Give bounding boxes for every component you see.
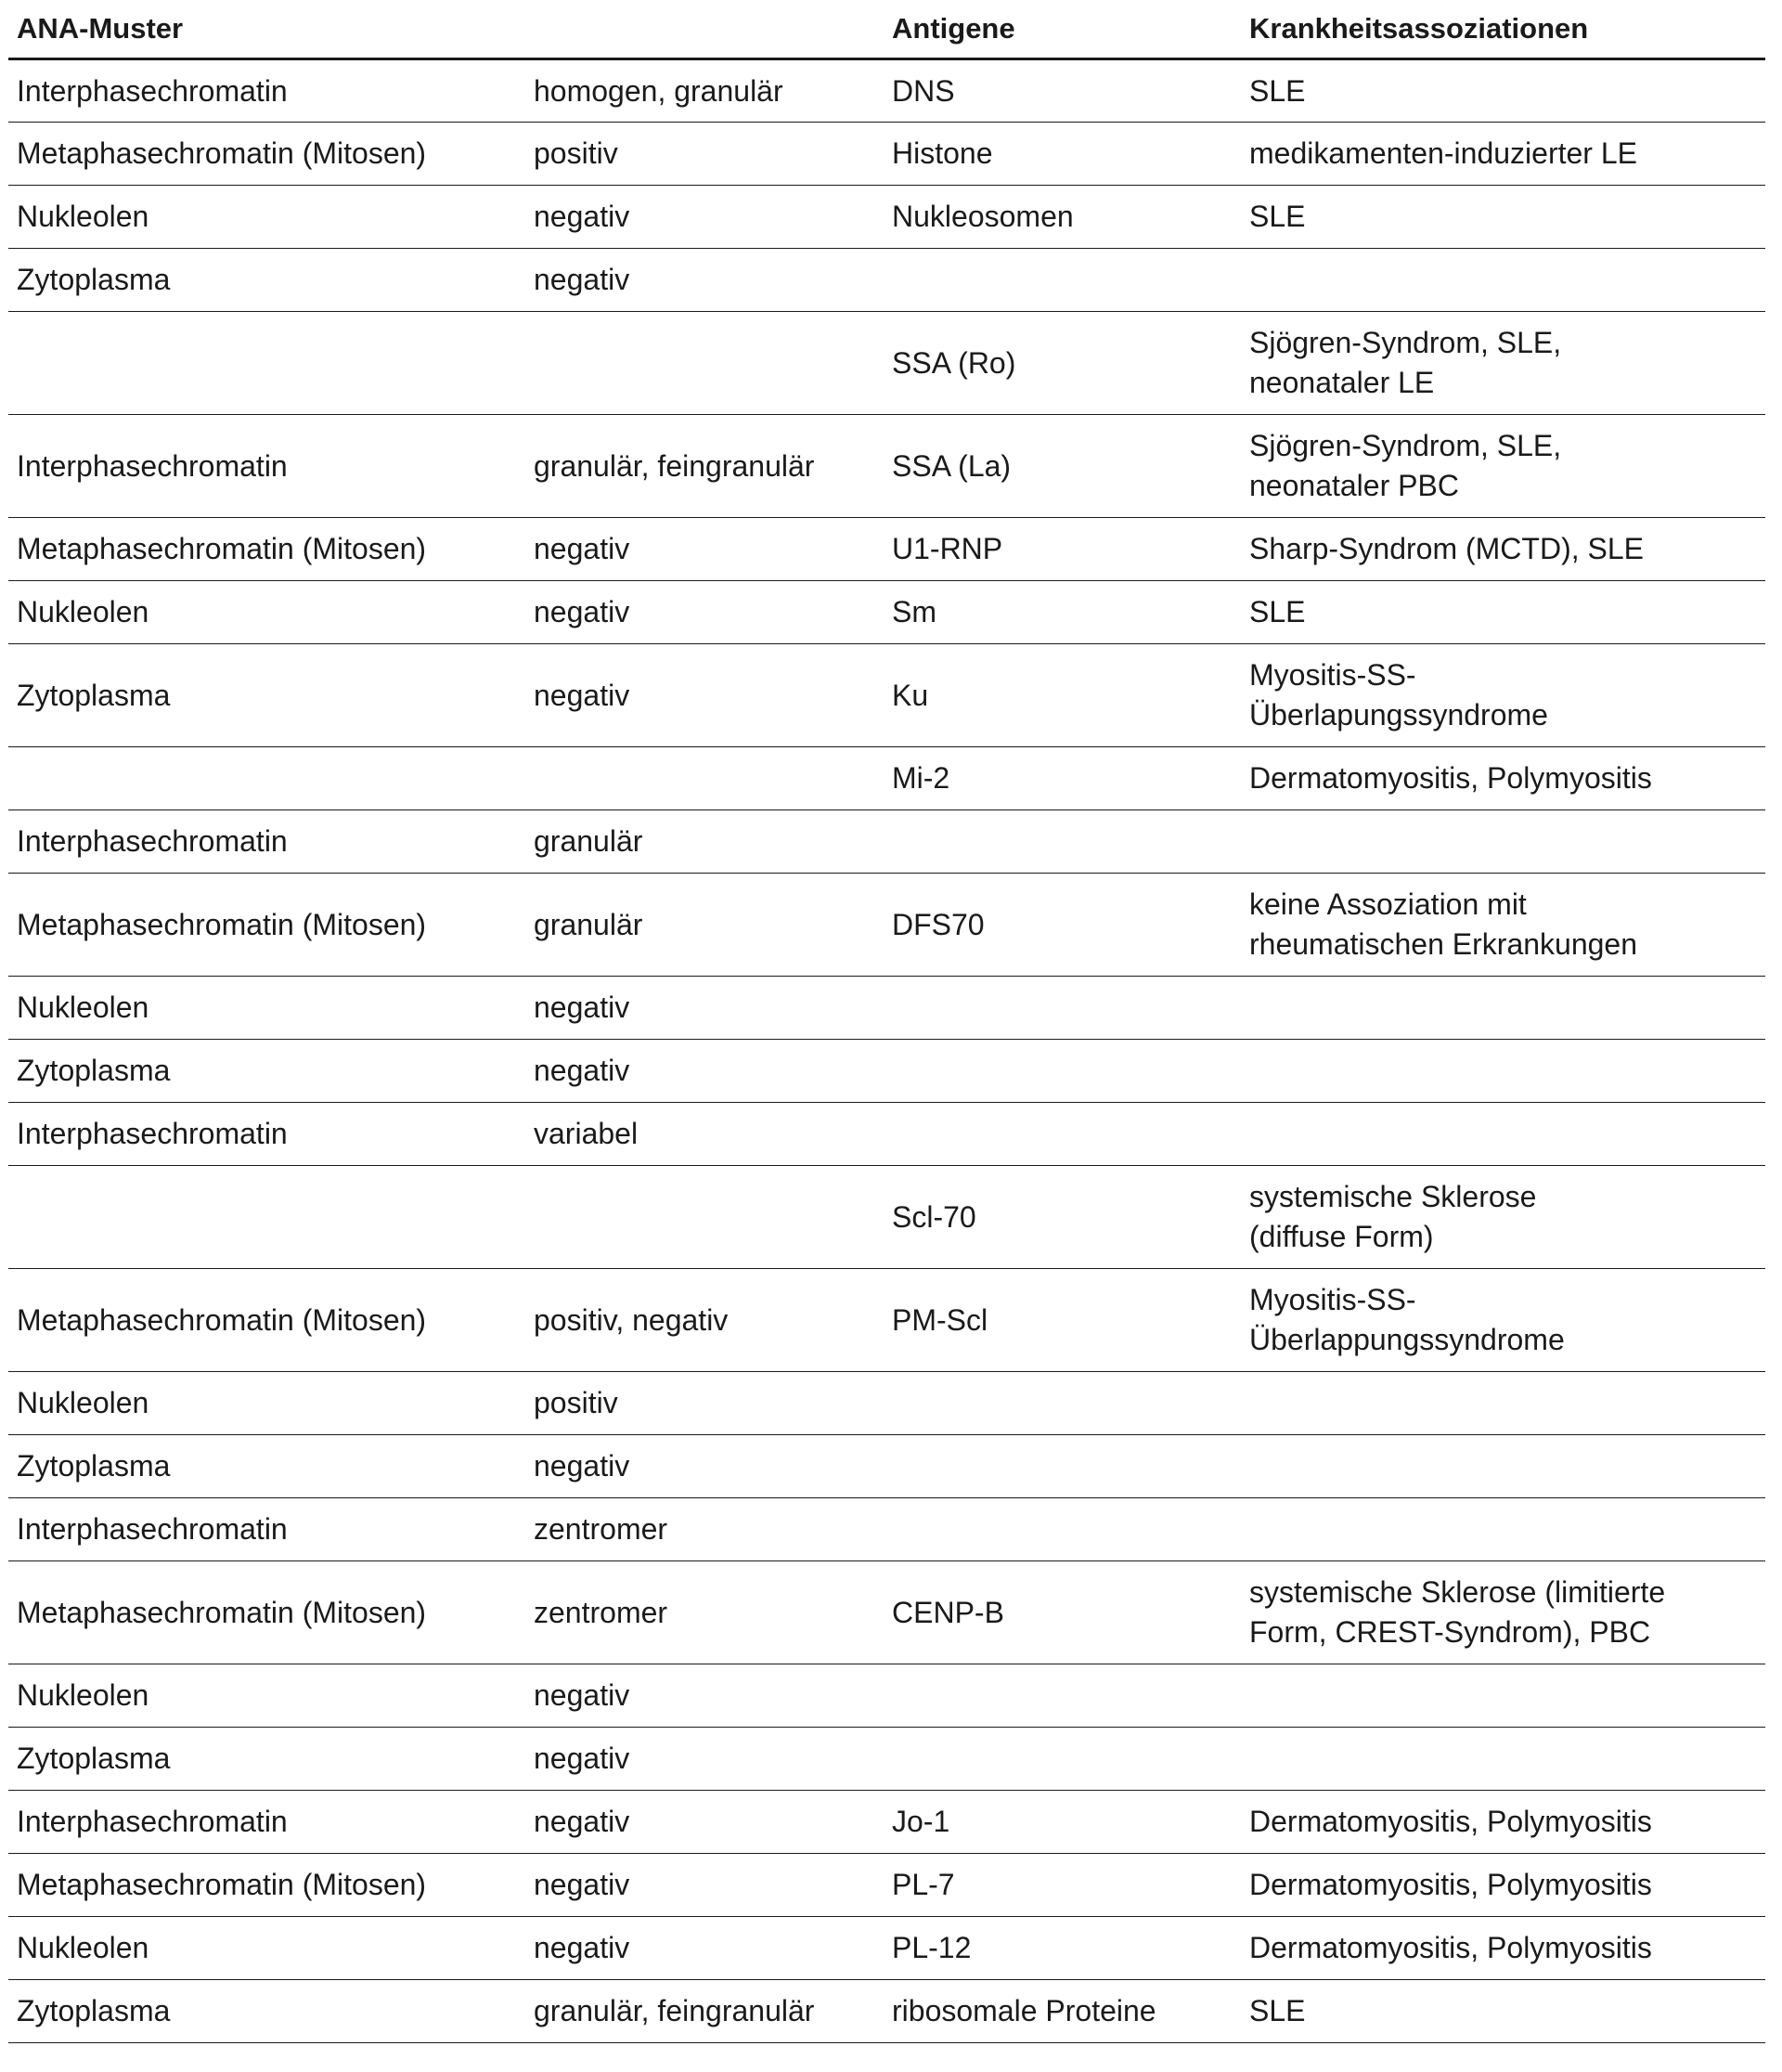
cell-region: Metaphasechromatin (Mitosen): [8, 518, 525, 581]
cell-assoc: [1241, 1728, 1765, 1791]
cell-antigen: [884, 1435, 1241, 1498]
table-row: [8, 59, 1765, 123]
cell-pattern: granulär, feingranulär: [525, 1980, 884, 2043]
cell-assoc: [1241, 1791, 1765, 1854]
table-row: [8, 1664, 1765, 1728]
cell-antigen: PM-Scl: [884, 1269, 1241, 1372]
cell-pattern: [525, 747, 884, 810]
cell-region: Zytoplasma: [8, 644, 525, 747]
cell-antigen: DFS70: [884, 874, 1241, 977]
table-row: [8, 1040, 1765, 1103]
table-row: [8, 874, 1765, 977]
cell-antigen: [884, 810, 1241, 874]
cell-antigen: [884, 1040, 1241, 1103]
table-row: [8, 1561, 1765, 1664]
assoc-line: Myositis-SS-: [1249, 658, 1416, 692]
cell-antigen: [884, 1728, 1241, 1791]
cell-antigen: [884, 1103, 1241, 1166]
cell-region: Zytoplasma: [8, 1980, 525, 2043]
assoc-line: Dermatomyositis, Polymyositis: [1249, 1868, 1652, 1901]
cell-region: [8, 312, 525, 415]
table-header: [8, 0, 1765, 59]
assoc-line: Myositis-SS-: [1249, 1283, 1416, 1316]
cell-assoc: [1241, 644, 1765, 747]
cell-pattern: granulär, feingranulär: [525, 415, 884, 518]
cell-assoc: [1241, 1917, 1765, 1980]
table-row: [8, 644, 1765, 747]
table-row: [8, 312, 1765, 415]
cell-antigen: ribosomale Proteine: [884, 1980, 1241, 2043]
cell-assoc: [1241, 747, 1765, 810]
cell-pattern: positiv: [525, 123, 884, 186]
cell-antigen: [884, 1372, 1241, 1435]
cell-pattern: negativ: [525, 1854, 884, 1917]
cell-assoc: [1241, 1040, 1765, 1103]
assoc-line: neonataler LE: [1249, 366, 1435, 399]
table-row: [8, 1980, 1765, 2043]
cell-pattern: negativ: [525, 644, 884, 747]
table-row: [8, 977, 1765, 1040]
assoc-line: keine Assoziation mit: [1249, 887, 1527, 921]
table-row: [8, 415, 1765, 518]
cell-region: Interphasechromatin: [8, 810, 525, 874]
cell-pattern: negativ: [525, 186, 884, 249]
cell-region: Nukleolen: [8, 977, 525, 1040]
cell-region: Zytoplasma: [8, 1728, 525, 1791]
cell-antigen: PL-12: [884, 1917, 1241, 1980]
assoc-line: SLE: [1249, 200, 1306, 233]
cell-pattern: negativ: [525, 1917, 884, 1980]
header-pattern: [525, 0, 884, 59]
cell-assoc: [1241, 123, 1765, 186]
assoc-line: medikamenten-induzierter LE: [1249, 136, 1637, 170]
cell-region: Nukleolen: [8, 581, 525, 644]
assoc-line: Sharp-Syndrom (MCTD), SLE: [1249, 532, 1644, 565]
header-antigene: Antigene: [884, 0, 1241, 59]
cell-antigen: DNS: [884, 59, 1241, 123]
cell-pattern: negativ: [525, 1728, 884, 1791]
cell-antigen: Histone: [884, 123, 1241, 186]
cell-region: Nukleolen: [8, 186, 525, 249]
table-row: [8, 810, 1765, 874]
cell-assoc: [1241, 977, 1765, 1040]
assoc-line: (diffuse Form): [1249, 1220, 1434, 1253]
table-body: [8, 59, 1765, 2043]
cell-pattern: [525, 1166, 884, 1269]
cell-region: Interphasechromatin: [8, 415, 525, 518]
cell-antigen: U1-RNP: [884, 518, 1241, 581]
cell-antigen: [884, 1664, 1241, 1728]
table-row: [8, 1791, 1765, 1854]
table-row: [8, 518, 1765, 581]
cell-pattern: negativ: [525, 1435, 884, 1498]
table-row: [8, 1372, 1765, 1435]
table-row: [8, 123, 1765, 186]
table-row: [8, 1166, 1765, 1269]
assoc-line: Dermatomyositis, Polymyositis: [1249, 761, 1652, 795]
cell-assoc: [1241, 810, 1765, 874]
cell-pattern: zentromer: [525, 1498, 884, 1561]
cell-assoc: [1241, 1854, 1765, 1917]
cell-assoc: [1241, 1103, 1765, 1166]
cell-region: Interphasechromatin: [8, 1498, 525, 1561]
cell-pattern: negativ: [525, 977, 884, 1040]
cell-assoc: [1241, 1435, 1765, 1498]
cell-assoc: [1241, 1372, 1765, 1435]
cell-region: Metaphasechromatin (Mitosen): [8, 1269, 525, 1372]
cell-pattern: homogen, granulär: [525, 59, 884, 123]
table-row: [8, 1498, 1765, 1561]
table-row: [8, 186, 1765, 249]
cell-region: Metaphasechromatin (Mitosen): [8, 1561, 525, 1664]
cell-antigen: Sm: [884, 581, 1241, 644]
cell-antigen: SSA (La): [884, 415, 1241, 518]
ana-table: [8, 0, 1765, 2043]
cell-region: Nukleolen: [8, 1664, 525, 1728]
cell-pattern: variabel: [525, 1103, 884, 1166]
cell-pattern: negativ: [525, 1664, 884, 1728]
assoc-line: Form, CREST-Syndrom), PBC: [1249, 1615, 1651, 1649]
assoc-line: Überlapungssyndrome: [1249, 698, 1548, 732]
cell-pattern: granulär: [525, 874, 884, 977]
cell-region: [8, 1166, 525, 1269]
cell-pattern: positiv, negativ: [525, 1269, 884, 1372]
assoc-line: Dermatomyositis, Polymyositis: [1249, 1805, 1652, 1838]
cell-pattern: negativ: [525, 1040, 884, 1103]
header-krankheitsassoziationen: Krankheitsassoziationen: [1241, 0, 1765, 59]
cell-assoc: [1241, 249, 1765, 312]
header-ana-muster: ANA-Muster: [8, 0, 525, 59]
cell-pattern: positiv: [525, 1372, 884, 1435]
header-row: [8, 0, 1765, 59]
cell-pattern: negativ: [525, 518, 884, 581]
cell-assoc: [1241, 1980, 1765, 2043]
cell-antigen: [884, 1498, 1241, 1561]
cell-assoc: [1241, 1166, 1765, 1269]
cell-antigen: Scl-70: [884, 1166, 1241, 1269]
cell-assoc: [1241, 186, 1765, 249]
table-row: [8, 1728, 1765, 1791]
cell-region: Interphasechromatin: [8, 1103, 525, 1166]
cell-assoc: [1241, 1498, 1765, 1561]
cell-assoc: [1241, 581, 1765, 644]
cell-pattern: negativ: [525, 1791, 884, 1854]
assoc-line: rheumatischen Erkrankungen: [1249, 927, 1638, 961]
assoc-line: Dermatomyositis, Polymyositis: [1249, 1931, 1652, 1964]
cell-pattern: zentromer: [525, 1561, 884, 1664]
cell-antigen: CENP-B: [884, 1561, 1241, 1664]
cell-pattern: negativ: [525, 581, 884, 644]
cell-antigen: Ku: [884, 644, 1241, 747]
table-row: [8, 1103, 1765, 1166]
assoc-line: systemische Sklerose: [1249, 1180, 1537, 1213]
cell-antigen: SSA (Ro): [884, 312, 1241, 415]
assoc-line: neonataler PBC: [1249, 469, 1459, 502]
cell-assoc: [1241, 1561, 1765, 1664]
assoc-line: SLE: [1249, 73, 1306, 108]
cell-assoc: [1241, 415, 1765, 518]
cell-assoc: [1241, 874, 1765, 977]
assoc-line: Überlappungssyndrome: [1249, 1323, 1565, 1356]
cell-antigen: Nukleosomen: [884, 186, 1241, 249]
cell-assoc: [1241, 1269, 1765, 1372]
cell-region: Nukleolen: [8, 1917, 525, 1980]
cell-region: Zytoplasma: [8, 249, 525, 312]
assoc-line: Sjögren-Syndrom, SLE,: [1249, 429, 1562, 462]
cell-pattern: [525, 312, 884, 415]
cell-pattern: granulär: [525, 810, 884, 874]
cell-antigen: [884, 977, 1241, 1040]
cell-assoc: [1241, 312, 1765, 415]
cell-region: Metaphasechromatin (Mitosen): [8, 123, 525, 186]
cell-antigen: [884, 249, 1241, 312]
assoc-line: Sjögren-Syndrom, SLE,: [1249, 326, 1562, 359]
cell-assoc: [1241, 1664, 1765, 1728]
table-row: [8, 1435, 1765, 1498]
table-row: [8, 1854, 1765, 1917]
table-row: [8, 1269, 1765, 1372]
cell-region: Nukleolen: [8, 1372, 525, 1435]
table-row: [8, 1917, 1765, 1980]
cell-assoc: [1241, 59, 1765, 123]
cell-region: Interphasechromatin: [8, 59, 525, 123]
cell-region: Zytoplasma: [8, 1040, 525, 1103]
cell-antigen: Jo-1: [884, 1791, 1241, 1854]
cell-region: [8, 747, 525, 810]
table-row: [8, 747, 1765, 810]
assoc-line: SLE: [1249, 595, 1306, 628]
cell-region: Metaphasechromatin (Mitosen): [8, 874, 525, 977]
table-row: [8, 581, 1765, 644]
cell-assoc: [1241, 518, 1765, 581]
cell-region: Interphasechromatin: [8, 1791, 525, 1854]
cell-pattern: negativ: [525, 249, 884, 312]
cell-region: Zytoplasma: [8, 1435, 525, 1498]
cell-antigen: Mi-2: [884, 747, 1241, 810]
cell-region: Metaphasechromatin (Mitosen): [8, 1854, 525, 1917]
assoc-line: systemische Sklerose (limitierte: [1249, 1575, 1666, 1609]
table-row: [8, 249, 1765, 312]
cell-antigen: PL-7: [884, 1854, 1241, 1917]
assoc-line: SLE: [1249, 1994, 1306, 2027]
